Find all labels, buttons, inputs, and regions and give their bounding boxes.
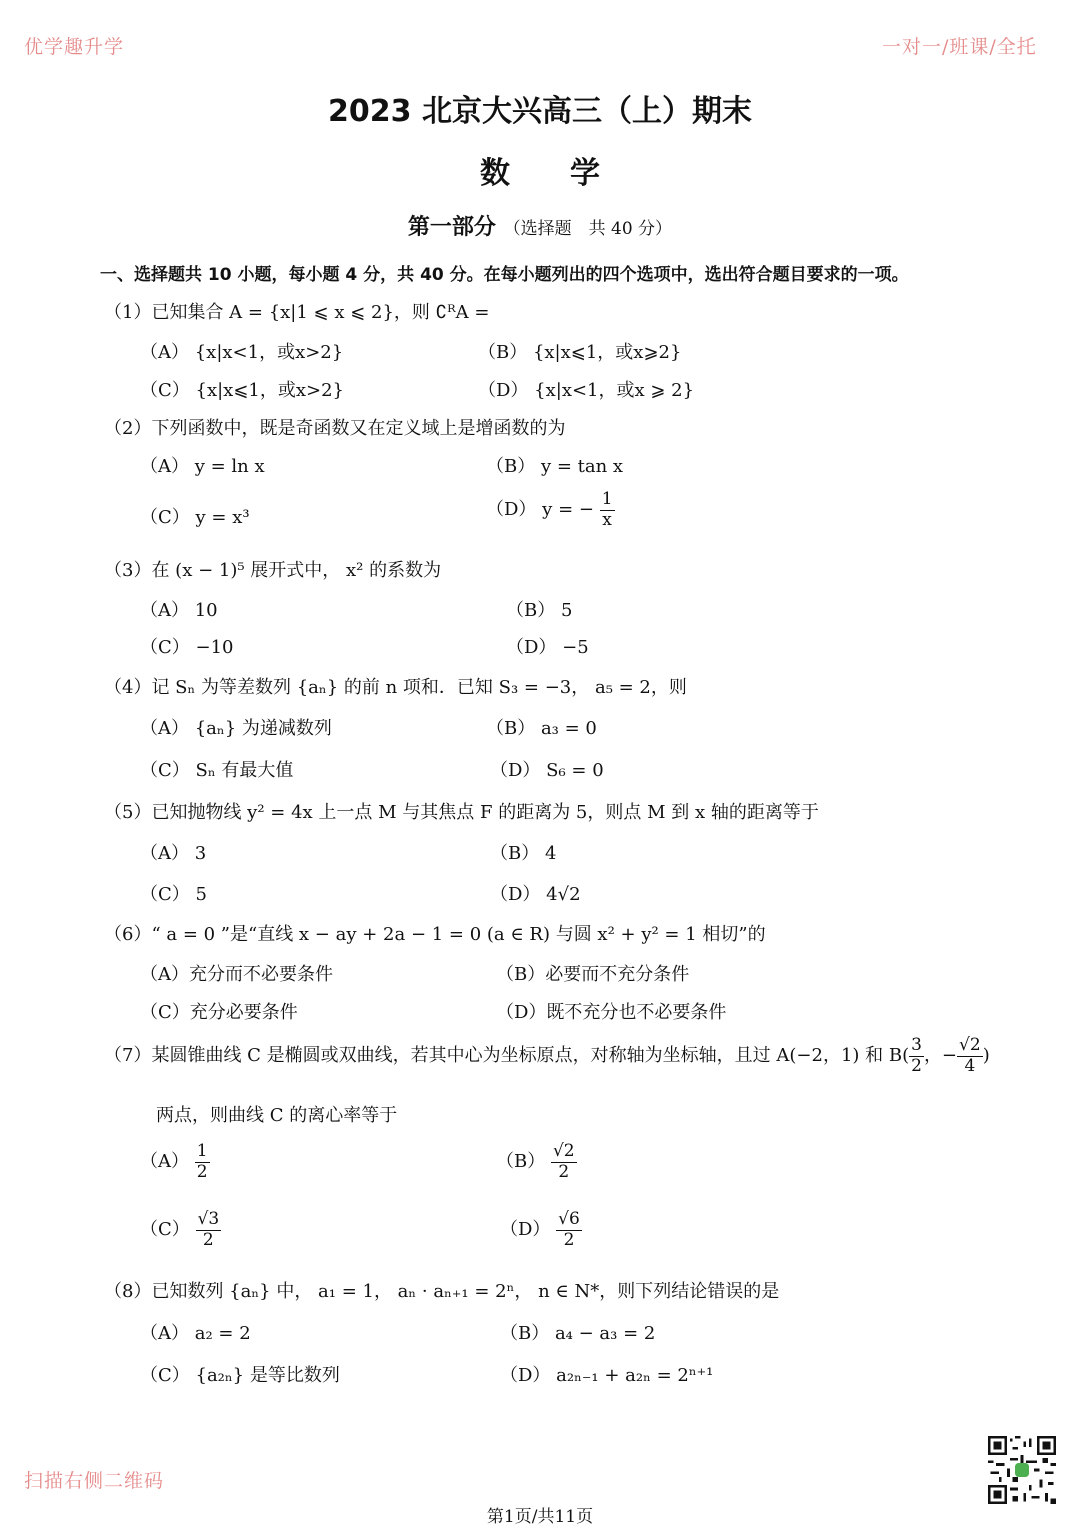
- fraction-denominator: 2: [558, 1161, 570, 1182]
- question-6-stem: （6）“ a = 0 ”是“直线 x − ay + 2a − 1 = 0 (a ∈ R) 与圆 x² + y² = 1 相切”的: [104, 924, 766, 945]
- question-7-stem: [104, 1036, 990, 1076]
- watermark-top-left: 优学趣升学: [24, 36, 125, 58]
- question-8-option-d: （D） a₂ₙ₋₁ + a₂ₙ = 2ⁿ⁺¹: [500, 1365, 714, 1386]
- question-1-stem: （1）已知集合 A = {x|1 ⩽ x ⩽ 2}，则 ∁ᴿA =: [104, 302, 490, 323]
- option-label: （D）: [500, 1219, 551, 1241]
- question-5-option-c: （C） 5: [140, 884, 207, 905]
- question-5-option-d: （D） 4√2: [490, 884, 581, 905]
- question-4-option-d: （D） S₆ = 0: [490, 760, 604, 781]
- question-3-option-d: （D） −5: [506, 637, 589, 658]
- question-7-option-d: [500, 1210, 582, 1250]
- question-4-stem: （4）记 Sₙ 为等差数列 {aₙ} 的前 n 项和．已知 S₃ = −3， a₅ = 2，则: [104, 677, 687, 698]
- fraction-denominator: 2: [196, 1161, 208, 1182]
- question-2-option-a: （A） y = ln x: [140, 456, 265, 477]
- question-5-option-a: （A） 3: [140, 843, 207, 864]
- question-2-stem: （2）下列函数中，既是奇函数又在定义域上是增函数的为: [104, 418, 566, 439]
- fraction-numerator: √6: [558, 1209, 580, 1229]
- question-2-option-b: （B） y = tan x: [486, 456, 624, 477]
- question-8-stem: （8）已知数列 {aₙ} 中， a₁ = 1， aₙ · aₙ₊₁ = 2ⁿ， n ∈ N*，则下列结论错误的是: [104, 1281, 780, 1302]
- question-5-option-b: （B） 4: [490, 843, 557, 864]
- question-5-stem: （5）已知抛物线 y² = 4x 上一点 M 与其焦点 F 的距离为 5，则点 M 到 x 轴的距离等于: [104, 802, 819, 823]
- fraction-denominator: 4: [964, 1055, 976, 1076]
- subject-title: 数 学: [480, 156, 600, 191]
- question-8-option-a: （A） a₂ = 2: [140, 1323, 251, 1344]
- option-fraction: [551, 1142, 577, 1182]
- question-2-option-d-fraction: [600, 490, 615, 530]
- question-2-option-c: （C） y = x³: [140, 507, 250, 528]
- question-7-stem-continued: 两点，则曲线 C 的离心率等于: [156, 1105, 398, 1126]
- watermark-top-right: 一对一/班课/全托: [882, 36, 1037, 58]
- question-2-option-d-prefix: y = −: [542, 499, 594, 521]
- question-4-option-b: （B） a₃ = 0: [486, 718, 597, 739]
- question-3-option-b: （B） 5: [506, 600, 573, 621]
- section-heading: 一、选择题共 10 小题，每小题 4 分，共 40 分。在每小题列出的四个选项中，选出符合题目要求的一项。: [100, 265, 909, 285]
- point-b-y-fraction: [957, 1036, 983, 1076]
- option-fraction: [195, 1142, 210, 1182]
- question-1-option-d: （D） {x|x<1，或x ⩾ 2}: [478, 380, 695, 401]
- part-note: （选择题 共 40 分）: [503, 219, 673, 239]
- option-fraction: [196, 1210, 222, 1250]
- watermark-bottom-left: 扫描右侧二维码: [24, 1470, 165, 1492]
- question-3-stem: （3）在 (x − 1)⁵ 展开式中， x² 的系数为: [104, 560, 442, 581]
- fraction-numerator: √2: [552, 1141, 575, 1161]
- fraction-denominator: x: [602, 509, 612, 530]
- question-4-option-a: （A） {aₙ} 为递减数列: [140, 718, 332, 739]
- question-3-option-c: （C） −10: [140, 637, 234, 658]
- page-number: 第1页/共11页: [486, 1507, 594, 1527]
- option-label: （C）: [140, 1219, 190, 1241]
- question-6-option-d: （D）既不充分也不必要条件: [496, 1002, 727, 1023]
- part-heading: [0, 210, 1080, 241]
- question-7-stem-text: （7）某圆锥曲线 C 是椭圆或双曲线，若其中心为坐标原点，对称轴为坐标轴，且过 A(−2，1) 和 B(: [104, 1045, 910, 1067]
- question-8-option-b: （B） a₄ − a₃ = 2: [500, 1323, 656, 1344]
- question-6-option-a: （A）充分而不必要条件: [140, 964, 333, 985]
- question-1-option-a: （A） {x|x<1，或x>2}: [140, 342, 344, 363]
- question-1-option-c: （C） {x|x⩽1，或x>2}: [140, 380, 344, 401]
- fraction-denominator: 2: [202, 1229, 214, 1250]
- fraction-numerator: 3: [911, 1035, 922, 1055]
- option-label: （A）: [140, 1151, 189, 1173]
- question-6-option-b: （B）必要而不充分条件: [496, 964, 690, 985]
- question-2-option-d-label: （D）: [486, 499, 537, 521]
- option-label: （B）: [496, 1151, 546, 1173]
- question-7-comma: ，−: [923, 1045, 958, 1067]
- fraction-numerator: 1: [601, 489, 613, 509]
- fraction-numerator: 1: [196, 1141, 208, 1161]
- option-fraction: [556, 1210, 582, 1250]
- question-8-option-c: （C） {a₂ₙ} 是等比数列: [140, 1365, 340, 1386]
- question-1-option-b: （B） {x|x⩽1，或x⩾2}: [478, 342, 682, 363]
- question-7-option-c: [140, 1210, 221, 1250]
- fraction-numerator: √3: [197, 1209, 220, 1229]
- question-4-option-c: （C） Sₙ 有最大值: [140, 760, 294, 781]
- fraction-denominator: 2: [911, 1055, 922, 1076]
- point-b-x-fraction: [909, 1036, 924, 1076]
- exam-title: 2023 北京大兴高三（上）期末: [328, 94, 752, 129]
- question-3-option-a: （A） 10: [140, 600, 218, 621]
- question-2-option-d: [486, 490, 615, 530]
- question-7-option-b: [496, 1142, 577, 1182]
- qr-code-icon[interactable]: [988, 1436, 1056, 1504]
- question-7-option-a: [140, 1142, 210, 1182]
- fraction-denominator: 2: [563, 1229, 575, 1250]
- question-6-option-c: （C）充分必要条件: [140, 1002, 298, 1023]
- part-title: 第一部分: [407, 215, 496, 240]
- fraction-numerator: √2: [959, 1035, 981, 1055]
- question-7-close-paren: ): [982, 1045, 990, 1067]
